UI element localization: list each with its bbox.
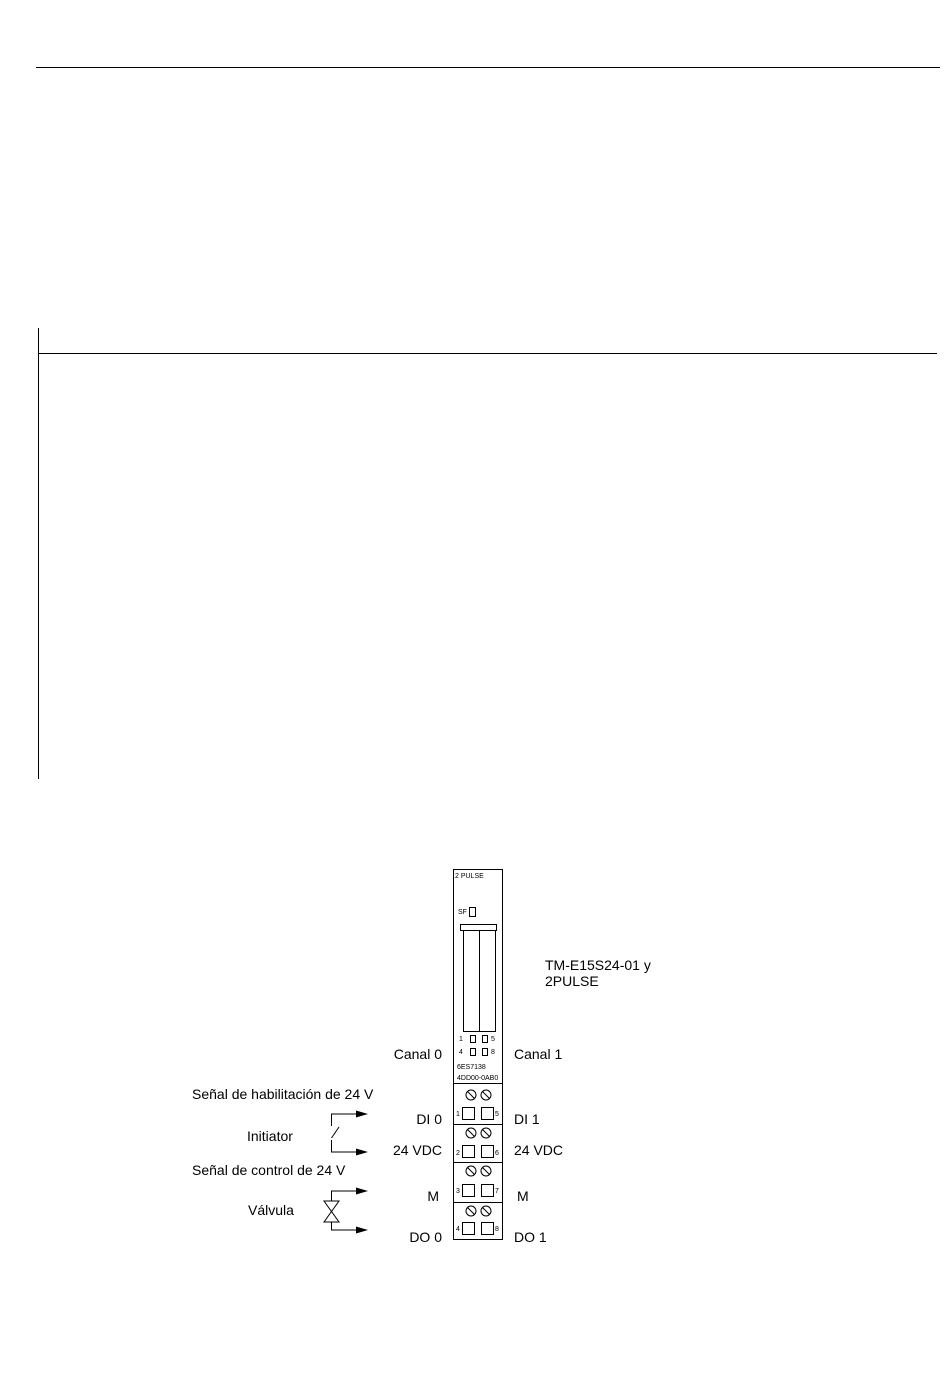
terminal-number-2: 2 [456, 1150, 460, 1157]
terminal-number-1: 1 [456, 1111, 460, 1118]
status-led-5 [483, 1036, 488, 1043]
do0-label: DO 0 [409, 1229, 442, 1245]
terminal-module [454, 1084, 503, 1240]
arrowheads [356, 1111, 368, 1234]
screw-terminals [466, 1090, 491, 1216]
module-header: 2 PULSE [455, 873, 484, 880]
diagram-title-line-2: 2PULSE [545, 973, 599, 989]
status-led-1 [471, 1036, 476, 1043]
sf-label: SF [458, 909, 467, 916]
control-signal-label: Señal de control de 24 V [192, 1162, 346, 1178]
status-led-4 [471, 1049, 476, 1056]
status-label-5: 5 [491, 1036, 495, 1043]
channel-0-label: Canal 0 [393, 1046, 442, 1062]
m-right-label: M [517, 1188, 529, 1204]
sf-led [470, 908, 476, 917]
m-left-label: M [427, 1188, 439, 1204]
status-led-8 [483, 1049, 488, 1056]
order-number-2: 4DD00-0AB0 [457, 1075, 499, 1082]
initiator-wiring [332, 1114, 357, 1152]
vdc-left-label: 24 VDC [392, 1142, 442, 1158]
channel-1-label: Canal 1 [514, 1046, 563, 1062]
terminal-number-4: 4 [456, 1226, 460, 1233]
order-number-1: 6ES7138 [457, 1064, 486, 1071]
di1-label: DI 1 [514, 1111, 540, 1127]
status-label-8: 8 [491, 1049, 495, 1056]
terminal-number-7: 7 [495, 1188, 499, 1195]
terminal-number-5: 5 [495, 1111, 499, 1118]
valve-label: Válvula [248, 1202, 294, 1218]
label-strip-holder [461, 925, 497, 931]
status-label-1: 1 [459, 1036, 463, 1043]
initiator-label: Initiator [247, 1128, 293, 1144]
terminal-number-3: 3 [456, 1188, 460, 1195]
vdc-right-label: 24 VDC [514, 1142, 564, 1158]
terminal-number-6: 6 [495, 1150, 499, 1157]
terminal-number-8: 8 [495, 1226, 499, 1233]
status-label-4: 4 [459, 1049, 463, 1056]
enable-signal-label: Señal de habilitación de 24 V [192, 1086, 374, 1102]
diagram-title-line-1: TM-E15S24-01 y [545, 957, 651, 973]
do1-label: DO 1 [514, 1229, 547, 1245]
di0-label: DI 0 [416, 1111, 442, 1127]
valve-wiring [324, 1191, 356, 1230]
